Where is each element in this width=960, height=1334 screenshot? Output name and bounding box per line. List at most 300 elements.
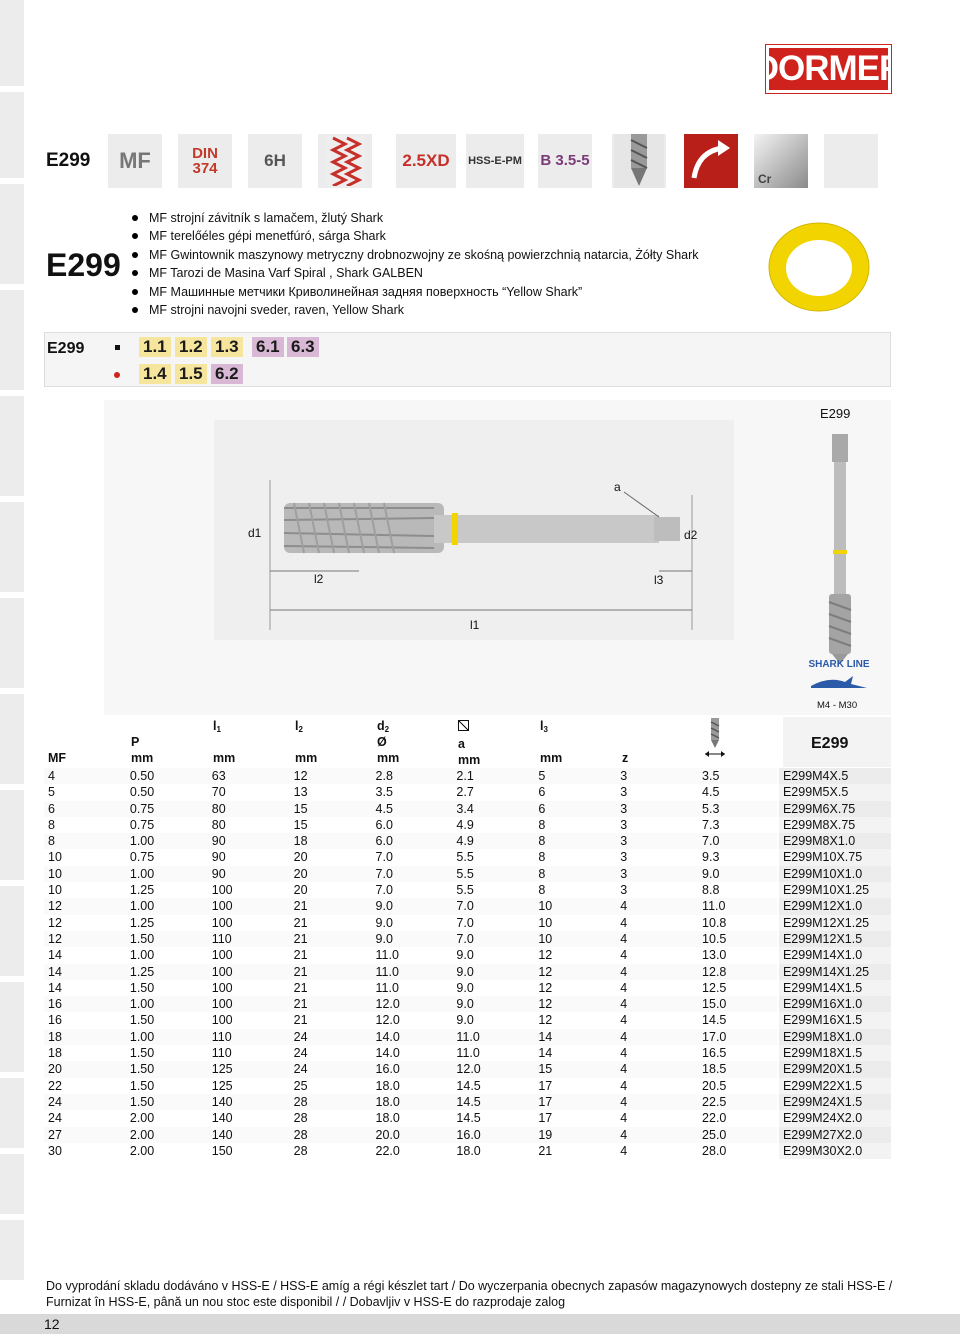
- table-row: [44, 947, 891, 963]
- table-cell: 9.0: [698, 866, 778, 882]
- table-cell: 24: [290, 1061, 372, 1077]
- table-cell: E299M24X1.5: [778, 1094, 891, 1110]
- table-cell: 12.0: [375, 1013, 400, 1028]
- table-cell: 21: [290, 996, 372, 1012]
- table-cell: 4: [616, 1127, 698, 1143]
- table-cell: 125: [208, 1061, 290, 1077]
- table-cell: E299M18X1.5: [778, 1045, 891, 1061]
- header-d2: $d_2$: [377, 719, 390, 734]
- table-row: [44, 866, 891, 882]
- table-cell: 14: [538, 1046, 553, 1061]
- table-cell: 14: [48, 980, 62, 995]
- table-cell: 4: [620, 1078, 628, 1093]
- table-cell: 13.0: [702, 948, 727, 963]
- page-edge-tab: [0, 790, 24, 880]
- table-cell: 0.75: [129, 850, 155, 865]
- table-cell: E299M22X1.5: [778, 1078, 891, 1094]
- table-row: [44, 898, 891, 914]
- table-cell: 28: [290, 1094, 372, 1110]
- table-cell: 6.0: [375, 817, 393, 832]
- table-cell: 20.0: [372, 1127, 453, 1143]
- table-row: [44, 1012, 891, 1028]
- table-cell: E299M14X1.25: [778, 964, 891, 980]
- spiral-point-icon: [612, 134, 666, 188]
- table-cell: 14: [48, 948, 62, 963]
- table-cell: 4: [620, 980, 628, 995]
- table-cell: 28.0: [702, 1143, 727, 1158]
- table-cell: 12: [538, 948, 553, 963]
- label-a: a: [614, 480, 621, 494]
- table-cell: 14.5: [456, 1111, 481, 1126]
- table-cell: 3.5: [698, 768, 778, 784]
- table-cell: E299M10X1.0: [778, 866, 891, 882]
- table-cell: 1.00: [126, 898, 208, 914]
- table-cell: E299M12X1.5: [778, 931, 891, 947]
- table-cell: 24: [48, 1111, 62, 1126]
- table-cell: 1.50: [126, 1094, 208, 1110]
- table-cell: 4: [616, 964, 698, 980]
- table-cell: E299M16X1.5: [778, 1012, 891, 1028]
- table-cell: E299M27X2.0: [778, 1127, 891, 1143]
- table-cell: 9.0: [372, 898, 453, 914]
- table-cell: 12.8: [698, 964, 778, 980]
- table-cell: E299M24X2.0: [778, 1110, 891, 1126]
- table-cell: E299M12X1.0: [778, 898, 891, 914]
- table-row: [44, 833, 891, 849]
- table-cell: 4.9: [456, 817, 474, 832]
- table-cell: 100: [211, 948, 233, 963]
- table-cell: E299M8X1.0: [778, 833, 891, 849]
- table-cell: 12: [538, 980, 553, 995]
- table-cell: 1.50: [129, 980, 155, 995]
- table-row: [44, 964, 891, 980]
- table-cell: 3: [616, 768, 698, 784]
- header-l3: $l_3$: [540, 719, 548, 734]
- table-cell: 16.0: [372, 1061, 453, 1077]
- thread-type-icon: MF: [108, 134, 162, 188]
- page-edge-tab: [0, 886, 24, 976]
- table-cell: 80: [208, 801, 290, 817]
- label-l1: l1: [470, 618, 480, 632]
- table-cell: 100: [211, 915, 233, 930]
- table-row: [44, 1029, 891, 1045]
- table-cell: 8: [534, 866, 616, 882]
- table-row: [44, 1127, 891, 1143]
- table-cell: 11.0: [698, 898, 778, 914]
- din-standard-icon: DIN 374: [178, 134, 232, 188]
- description-item: MF Tarozi de Masina Varf Spiral , Shark GALBEN: [132, 264, 699, 282]
- table-cell: 15.0: [698, 996, 778, 1012]
- table-row: [44, 801, 891, 817]
- description-item: MF terelőéles gépi menetfúró, sárga Shark: [132, 227, 699, 245]
- drawing-title: E299: [820, 406, 851, 421]
- table-cell: 7.0: [372, 866, 453, 882]
- table-cell: 21: [290, 964, 372, 980]
- table-header: [44, 715, 891, 767]
- table-cell: 11.0: [375, 948, 399, 963]
- table-row: [44, 1078, 891, 1094]
- table-cell: 2.8: [372, 768, 453, 784]
- table-cell: 150: [211, 1143, 233, 1158]
- header-product-code: E299: [46, 150, 91, 171]
- table-cell: 100: [208, 996, 290, 1012]
- table-row: [44, 996, 891, 1012]
- header-l3-unit: mm: [540, 751, 563, 765]
- table-cell: 8: [534, 833, 616, 849]
- table-cell: 63: [208, 768, 290, 784]
- material-chip: 1.3: [211, 337, 243, 357]
- table-cell: 17: [538, 1078, 553, 1093]
- table-cell: 9.0: [456, 1013, 474, 1028]
- table-cell: 15: [290, 801, 372, 817]
- table-cell: 2.00: [129, 1111, 155, 1126]
- table-cell: 3: [620, 817, 628, 832]
- table-cell: 20: [290, 866, 372, 882]
- table-cell: 0.50: [126, 768, 208, 784]
- table-cell: 1.00: [126, 833, 208, 849]
- table-row: [44, 784, 891, 800]
- table-cell: 11.0: [456, 1046, 480, 1061]
- table-cell: 9.0: [372, 931, 453, 947]
- table-cell: E299M18X1.0: [778, 1029, 891, 1045]
- table-cell: E299M6X.75: [778, 801, 891, 817]
- header-d2-symbol: Ø: [377, 735, 387, 749]
- material-chip: 6.3: [287, 337, 319, 357]
- page-edge-tab: [0, 598, 24, 688]
- table-cell: 11.0: [452, 1029, 534, 1045]
- table-cell: 1.50: [126, 931, 208, 947]
- table-cell: 10.8: [702, 915, 727, 930]
- material-chip: 1.4: [139, 364, 171, 384]
- page-edge-tab: [0, 694, 24, 784]
- table-cell: 18.0: [456, 1143, 481, 1158]
- table-cell: 21: [293, 980, 308, 995]
- table-cell: 12: [534, 964, 616, 980]
- header-mf: MF: [48, 751, 67, 765]
- table-cell: 21: [293, 948, 308, 963]
- table-cell: 7.0: [452, 931, 534, 947]
- table-cell: 5.5: [452, 866, 534, 882]
- table-row: [44, 768, 891, 784]
- table-cell: 9.0: [456, 948, 474, 963]
- code-header-cell: [783, 717, 891, 767]
- table-cell: 1.00: [126, 1029, 208, 1045]
- table-cell: 16: [44, 996, 126, 1012]
- material-code: E299: [47, 340, 85, 357]
- table-cell: 100: [208, 898, 290, 914]
- table-cell: 4: [616, 898, 698, 914]
- table-cell: 21: [293, 915, 308, 930]
- table-cell: 1.00: [126, 996, 208, 1012]
- table-cell: 9.0: [375, 915, 393, 930]
- table-cell: 1.25: [126, 964, 208, 980]
- material-chip: 1.5: [175, 364, 207, 384]
- label-d2: d2: [684, 528, 698, 542]
- table-cell: 1.25: [129, 915, 155, 930]
- table-cell: 3.5: [375, 785, 393, 800]
- table-cell: 4: [620, 948, 628, 963]
- table-cell: 4.9: [452, 833, 534, 849]
- table-cell: 1.50: [129, 1078, 155, 1093]
- page-edge-tab: [0, 184, 24, 284]
- table-cell: 1.00: [129, 948, 155, 963]
- table-cell: 18: [290, 833, 372, 849]
- table-cell: 7.0: [375, 850, 393, 865]
- table-cell: 15: [293, 817, 308, 832]
- table-row: [44, 849, 891, 865]
- table-cell: 100: [211, 980, 233, 995]
- table-cell: 20: [293, 883, 308, 898]
- header-l2: $l_2$: [295, 719, 303, 734]
- page-edge-tab: [0, 1154, 24, 1214]
- table-cell: 19: [534, 1127, 616, 1143]
- table-cell: 4: [616, 931, 698, 947]
- table-cell: 0.75: [129, 817, 155, 832]
- table-cell: 12.5: [702, 980, 727, 995]
- header-code: E299: [811, 735, 849, 752]
- thread-profile-icon: [318, 134, 372, 188]
- table-cell: 140: [208, 1127, 290, 1143]
- table-cell: 5: [48, 785, 55, 800]
- table-cell: 110: [208, 931, 290, 947]
- table-cell: 11.0: [375, 980, 399, 995]
- table-cell: 18.0: [375, 1111, 400, 1126]
- table-cell: 3: [616, 801, 698, 817]
- table-row: [44, 915, 891, 931]
- table-cell: 20.5: [702, 1078, 727, 1093]
- table-cell: 10: [538, 915, 553, 930]
- material-chip: 6.2: [211, 364, 243, 384]
- header-d2-unit: mm: [377, 751, 400, 765]
- table-cell: E299M8X.75: [778, 817, 891, 833]
- table-cell: 12: [44, 898, 126, 914]
- page-edge-tab: [0, 396, 24, 496]
- dormer-logo: DORMER: [766, 45, 891, 93]
- table-cell: 24: [290, 1029, 372, 1045]
- table-cell: 8: [538, 883, 546, 898]
- size-range: M4 - M30: [817, 700, 858, 711]
- table-row: [44, 1110, 891, 1126]
- table-cell: 12: [534, 996, 616, 1012]
- table-cell: 12: [44, 931, 126, 947]
- table-cell: 20: [293, 850, 308, 865]
- table-cell: 8.8: [702, 883, 720, 898]
- table-cell: 4: [44, 768, 126, 784]
- table-row: [44, 1061, 891, 1077]
- table-cell: 12: [48, 915, 62, 930]
- table-cell: 22.5: [698, 1094, 778, 1110]
- label-d1: d1: [248, 526, 262, 540]
- table-cell: 28: [290, 1127, 372, 1143]
- table-cell: 5.5: [456, 883, 474, 898]
- table-cell: 9.3: [702, 850, 720, 865]
- table-row: [44, 931, 891, 947]
- table-cell: 10: [534, 898, 616, 914]
- table-cell: 28: [293, 1111, 308, 1126]
- header-p: P: [131, 735, 140, 749]
- page-edge-tab: [0, 982, 24, 1072]
- table-cell: 5.3: [698, 801, 778, 817]
- table-cell: 4.5: [702, 785, 720, 800]
- table-cell: 3: [616, 833, 698, 849]
- table-cell: 18: [44, 1029, 126, 1045]
- table-cell: 14.0: [375, 1046, 400, 1061]
- square-section-icon: [458, 720, 469, 731]
- page-edge-tab: [0, 1220, 24, 1280]
- table-cell: 28: [293, 1143, 308, 1158]
- table-cell: 24: [44, 1094, 126, 1110]
- table-cell: 22.0: [702, 1111, 727, 1126]
- tap-drawing: [104, 400, 891, 715]
- table-cell: 80: [211, 817, 226, 832]
- chamfer-icon: B 3.5-5: [538, 134, 592, 188]
- page-edge-tab: [0, 92, 24, 178]
- spec-table: [44, 768, 891, 1159]
- table-row: [44, 980, 891, 996]
- table-cell: 2.00: [129, 1143, 155, 1158]
- label-l3: l3: [654, 573, 664, 587]
- description-list: [132, 209, 699, 319]
- table-row: [44, 1094, 891, 1110]
- material-chip: 1.1: [139, 337, 171, 357]
- table-cell: 90: [208, 866, 290, 882]
- round-bullet-icon: [114, 372, 120, 378]
- table-cell: 70: [211, 785, 226, 800]
- table-cell: 110: [211, 1046, 232, 1061]
- page-edge-tab: [0, 1078, 24, 1148]
- table-cell: 8: [48, 817, 55, 832]
- table-cell: 6: [538, 785, 546, 800]
- table-cell: 21: [290, 931, 372, 947]
- table-cell: 14.5: [702, 1013, 727, 1028]
- table-cell: 6.0: [372, 833, 453, 849]
- table-cell: E299M30X2.0: [778, 1143, 891, 1159]
- table-cell: 100: [211, 1013, 233, 1028]
- table-cell: 6: [44, 801, 126, 817]
- header-l1: $l_1$: [213, 719, 221, 734]
- table-cell: E299M10X1.25: [778, 882, 891, 898]
- table-cell: 21: [293, 1013, 308, 1028]
- table-cell: 17: [538, 1111, 553, 1126]
- table-cell: 16: [48, 1013, 62, 1028]
- table-cell: 14: [534, 1029, 616, 1045]
- table-cell: 1.50: [126, 1061, 208, 1077]
- table-cell: 3: [620, 785, 628, 800]
- table-cell: 27: [44, 1127, 126, 1143]
- table-cell: 10: [48, 850, 62, 865]
- table-cell: E299M10X.75: [778, 849, 891, 865]
- table-cell: 22.0: [375, 1143, 400, 1158]
- table-cell: 24: [293, 1046, 308, 1061]
- material-groups: [44, 332, 891, 387]
- table-cell: 90: [208, 833, 290, 849]
- table-cell: 4: [620, 1013, 628, 1028]
- right-hand-cutting-icon: [684, 134, 738, 188]
- table-cell: 2.00: [126, 1127, 208, 1143]
- table-cell: E299M4X.5: [778, 768, 891, 784]
- table-cell: 5: [534, 768, 616, 784]
- table-cell: 10: [48, 883, 62, 898]
- table-cell: 0.75: [126, 801, 208, 817]
- table-cell: 3: [620, 850, 628, 865]
- table-cell: 18.0: [372, 1094, 453, 1110]
- table-cell: 20: [44, 1061, 126, 1077]
- table-cell: 5.5: [456, 850, 474, 865]
- table-cell: 90: [211, 850, 226, 865]
- table-cell: E299M14X1.0: [778, 947, 891, 963]
- table-cell: 3: [616, 866, 698, 882]
- table-cell: 16.0: [452, 1127, 534, 1143]
- table-cell: 25: [293, 1078, 308, 1093]
- table-cell: 18.0: [375, 1078, 400, 1093]
- empty-icon-tile: [824, 134, 878, 188]
- description-item: MF strojni navojni sveder, raven, Yellow Shark: [132, 301, 699, 319]
- table-cell: 1.00: [126, 866, 208, 882]
- table-cell: E299M14X1.5: [778, 980, 891, 996]
- table-cell: 21: [538, 1143, 553, 1158]
- table-cell: 4: [620, 915, 628, 930]
- table-row: [44, 1045, 891, 1061]
- material-icon: HSS-E-PM: [466, 134, 524, 188]
- yellow-ring-icon: [764, 218, 874, 321]
- table-cell: 14.5: [452, 1094, 534, 1110]
- table-cell: 140: [211, 1111, 233, 1126]
- page-footer-bar: [0, 1314, 960, 1334]
- page-edge-tab: [0, 0, 24, 86]
- table-cell: 11.0: [372, 964, 453, 980]
- page-edge-tab: [0, 290, 24, 390]
- description-item: MF strojní závitník s lamačem, žlutý Shark: [132, 209, 699, 227]
- table-cell: 7.0: [698, 833, 778, 849]
- table-cell: 110: [208, 1029, 290, 1045]
- table-cell: 16.5: [702, 1046, 727, 1061]
- description-item: MF Gwintownik maszynowy metryczny drobnozwojny ze skośną powierzchnią natarcia, Żółty Shark: [132, 246, 699, 264]
- table-cell: 2.1: [452, 768, 534, 784]
- table-cell: 17.0: [698, 1029, 778, 1045]
- table-cell: 21: [290, 898, 372, 914]
- table-cell: 17: [534, 1094, 616, 1110]
- table-cell: 7.0: [375, 883, 393, 898]
- table-cell: 8: [44, 833, 126, 849]
- header-p-unit: mm: [131, 751, 154, 765]
- table-cell: 14: [44, 964, 126, 980]
- table-cell: 4.5: [372, 801, 453, 817]
- table-cell: 100: [208, 964, 290, 980]
- table-cell: 4: [620, 1143, 628, 1158]
- table-cell: 30: [48, 1143, 62, 1158]
- shark-line-logo: SHARK LINE: [794, 654, 884, 688]
- table-cell: 6: [534, 801, 616, 817]
- table-cell: 125: [211, 1078, 233, 1093]
- table-cell: 7.0: [452, 898, 534, 914]
- table-cell: E299M16X1.0: [778, 996, 891, 1012]
- table-cell: 4: [616, 996, 698, 1012]
- square-bullet-icon: [115, 345, 120, 350]
- table-cell: 2.7: [456, 785, 474, 800]
- table-cell: 14.5: [456, 1078, 481, 1093]
- table-cell: 4: [620, 1046, 628, 1061]
- drill-size-icon: [704, 718, 726, 763]
- table-cell: 9.0: [452, 996, 534, 1012]
- table-cell: 12.0: [372, 996, 453, 1012]
- product-title: E299: [46, 247, 121, 283]
- table-cell: E299M5X.5: [778, 784, 891, 800]
- table-cell: 10: [534, 931, 616, 947]
- table-cell: E299M12X1.25: [778, 915, 891, 931]
- table-cell: 140: [208, 1094, 290, 1110]
- page-number: 12: [44, 1316, 60, 1332]
- table-cell: 1.25: [129, 883, 155, 898]
